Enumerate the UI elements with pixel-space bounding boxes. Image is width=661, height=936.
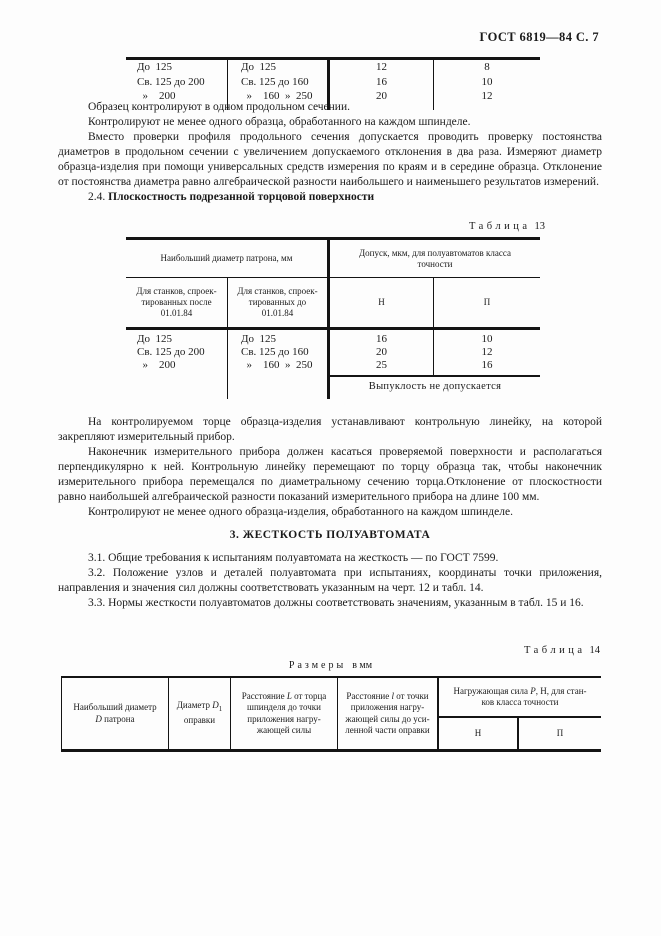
table-cell: До 125 — [228, 60, 330, 75]
paragraph: 3.2. Положение узлов и деталей полуавтомата при испытаниях, координаты точки приложения, направления и значения сил должны соответствовать указанным на черт. 12 и табл. 14. — [58, 567, 602, 594]
table-cell: До 125 — [126, 60, 228, 75]
column-header: Для станков, спроек- тированных до 01.01.84 — [228, 278, 330, 330]
table-13-caption — [126, 221, 545, 232]
variable-l: l — [391, 690, 395, 701]
table-cell-empty — [228, 375, 330, 399]
table-cell: 10 — [481, 75, 493, 88]
subsection-heading — [58, 190, 602, 205]
table-column-values: До 125 Св. 125 до 200 » 200 — [126, 330, 228, 375]
paragraph: На контролируемом торце образца-изделия устанавливают контрольную линейку, на которой закрепляют измерительный прибор. — [58, 416, 602, 443]
column-header: П — [556, 727, 564, 738]
caption-word: Таблица — [523, 645, 586, 656]
column-header: Расстояние L от торца шпинделя до точки приложения нагру- жающей силы — [231, 678, 338, 749]
paragraph: 3.3. Нормы жесткости полуавтоматов должны соответствовать значениям, указанным в табл. 15 и 16. — [88, 597, 584, 609]
section-2-text — [58, 100, 602, 205]
table-cell: Св. 125 до 200 — [126, 75, 228, 90]
section-3-text — [58, 415, 602, 611]
clause-title: Плоскостность подрезанной торцовой поверхности — [108, 191, 375, 203]
column-header: Расстояние l от точки приложения нагру- жающей силы до уси- ленной части оправки — [338, 678, 439, 749]
table-cell-empty — [126, 375, 228, 399]
table-14 — [61, 676, 601, 752]
table-column-values: 10 12 16 — [481, 333, 493, 372]
table-cell: Св. 125 до 160 — [228, 75, 330, 90]
caption-number: 13 — [534, 221, 545, 232]
table-cell: » 200 — [126, 89, 228, 110]
column-header: Н — [439, 718, 519, 749]
table-cell: 20 — [330, 89, 434, 110]
column-group-header: Допуск, мкм, для полуавтоматов класса точности — [330, 240, 540, 278]
paragraph: Образец контролируют в одном продольном сечении. — [88, 101, 350, 113]
paragraph: Контролируют не менее одного образца, обработанного на каждом шпинделе. — [88, 116, 471, 128]
caption-number: 14 — [589, 645, 600, 656]
variable-L: L — [286, 690, 292, 701]
units-label — [61, 660, 600, 671]
table-cell: 12 — [330, 60, 434, 75]
caption-word: Таблица — [468, 221, 531, 232]
table-cell: 16 — [330, 75, 434, 90]
paragraph: Вместо проверки профиля продольного сечения допускается проводить проверку постоянства диаметров в продольном сечении с увеличением допускаемого отклонения в два раза. Измеряют диаметр образца-изделия при помощи универсальных средств измерения по краям и в середине образца. Отклонение от постоянства диаметра равно алгебраической разности наибольшего и наименьшего результатов измерений. — [58, 131, 602, 188]
table-footnote: Выпуклость не допускается — [330, 375, 540, 399]
table-14-caption — [200, 645, 600, 656]
column-header: Для станков, спроек- тированных после 01.01.84 — [126, 278, 228, 330]
units-word: Размеры — [288, 660, 347, 671]
clause-number: 2.4. — [88, 191, 106, 203]
variable-D1: D — [212, 700, 219, 711]
table-cell: 12 — [481, 90, 493, 102]
table-cell: » 160 » 250 — [228, 89, 330, 110]
column-header: Диаметр $D_1$ оправки — [169, 678, 231, 749]
paragraph: 3.1. Общие требования к испытаниям полуавтомата на жесткость — по ГОСТ 7599. — [88, 552, 499, 564]
page-header: ГОСТ 6819—84 С. 7 — [479, 30, 599, 44]
column-header: П — [434, 278, 540, 330]
table-13 — [126, 237, 540, 399]
table-column-values: До 125 Св. 125 до 160 » 160 » 250 — [228, 330, 330, 375]
variable-D: D — [95, 713, 102, 724]
column-header: Н — [330, 278, 434, 330]
table-column-values: 16 20 25 — [330, 330, 434, 375]
variable-P: P — [530, 685, 536, 696]
column-group-header: Нагружающая сила P, Н, для стан- ков класса точности — [439, 678, 601, 718]
section-heading: 3. ЖЕСТКОСТЬ ПОЛУАВТОМАТА — [229, 529, 431, 541]
table-cell: 8 — [484, 61, 490, 73]
paragraph: Контролируют не менее одного образца-изделия, обработанного на каждом шпинделе. — [88, 506, 513, 518]
column-group-header: Наибольший диаметр патрона, мм — [126, 240, 330, 278]
paragraph: Наконечник измерительного прибора должен касаться проверяемой поверхности и располагаться перпендикулярно к ней. Контрольную линейку перемещают по торцу образца так, чтобы наконечник измерительного прибора перемещался по диаметральному сечению торца.Отклонение от плоскостности равно наибольшей алгебраической разности показаний измерительного прибора на длине 100 мм. — [58, 446, 602, 503]
column-header: Наибольший диаметр D патрона — [62, 678, 169, 749]
units-rest: в мм — [352, 660, 373, 671]
